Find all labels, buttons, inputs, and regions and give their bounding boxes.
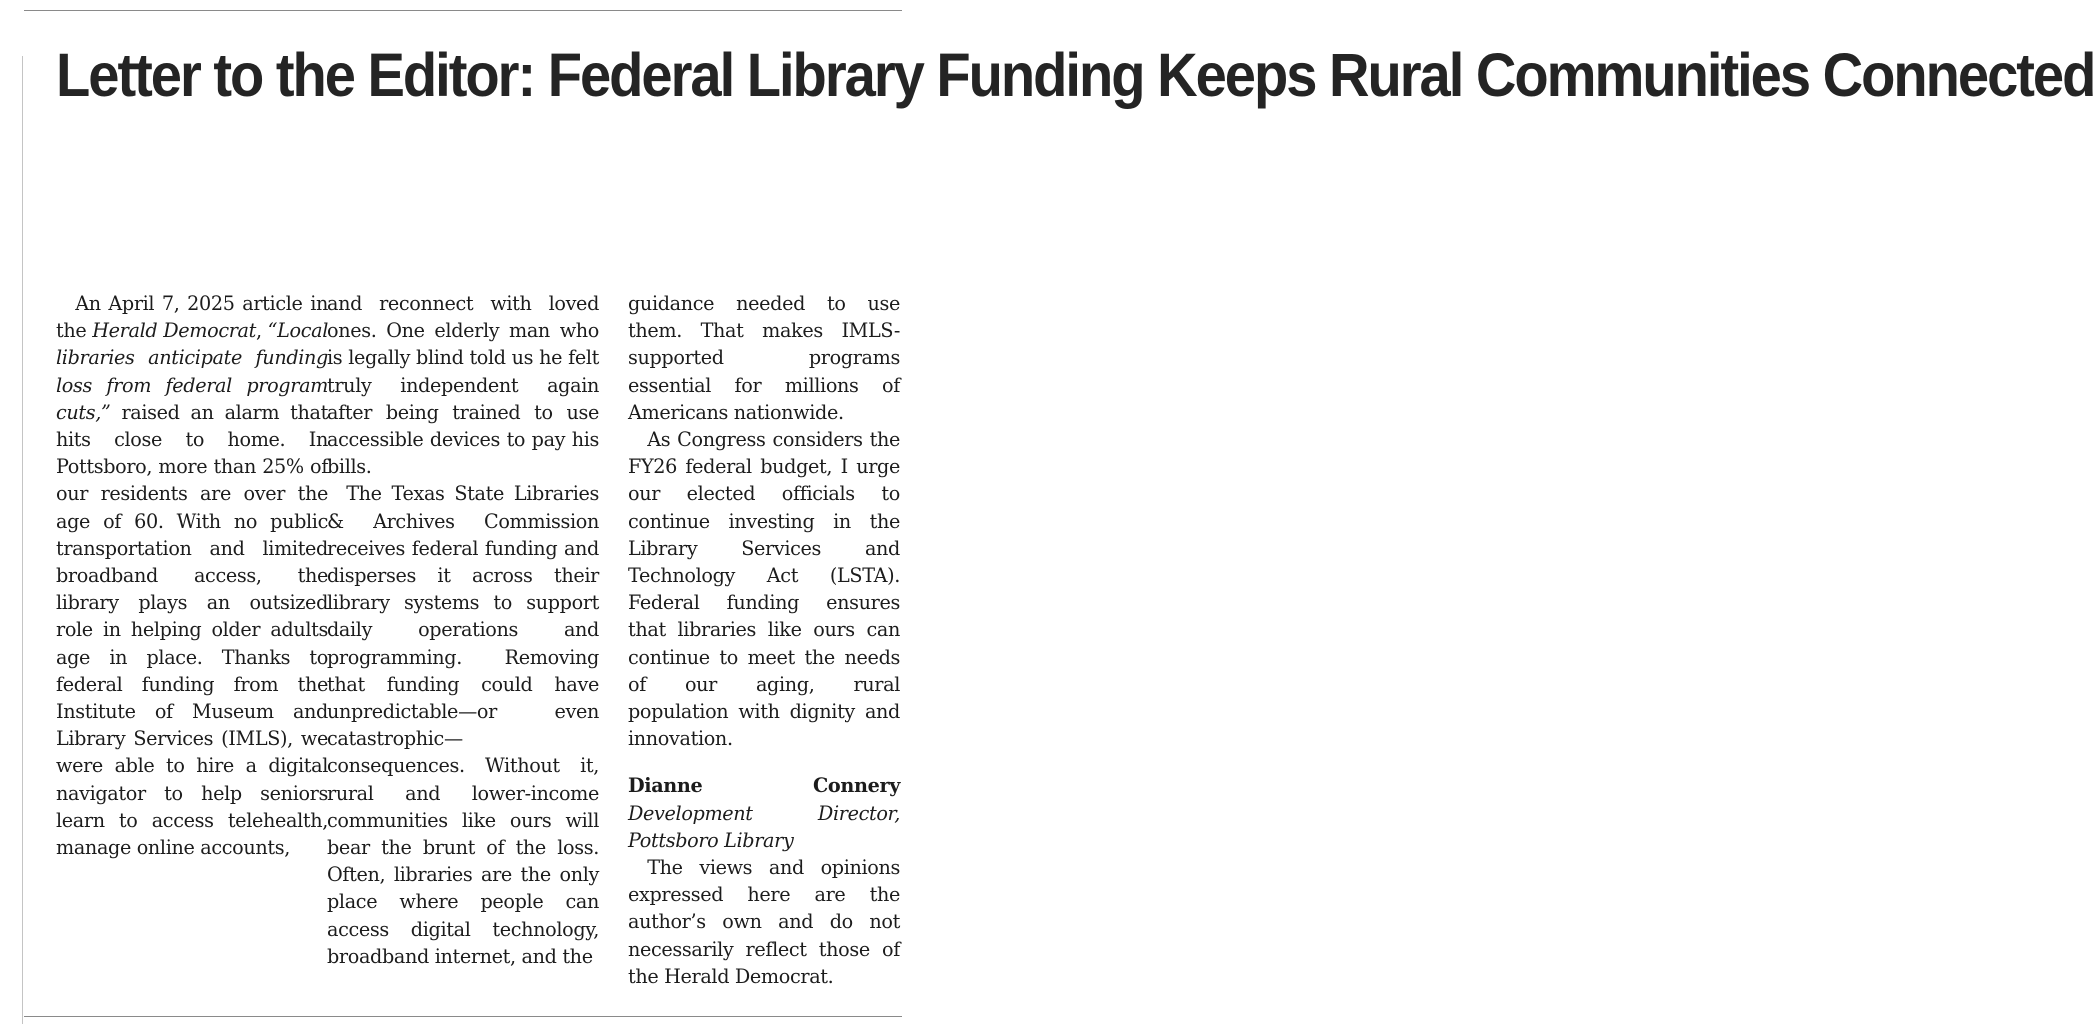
paragraph-intro (56, 290, 328, 861)
intro-text-b: , (256, 319, 268, 343)
disclaimer: The views and opinions expressed here are the author’s own and do not necessarily reflect those of the Herald Democrat. (628, 856, 900, 988)
cited-article-title: “Local libraries anticipate funding loss from federal program cuts,” (56, 319, 328, 424)
intro-text-c: raised an alarm that hits close to home. In Pottsboro, more than 25% of our residents are over the age of 60. With no public transportation and limited broadband access, the library plays an outsized role in helping older adults age in place. Thanks to federal funding from the Institute of Museum and Library Services (IMLS), we were able to hire a digital navigator to help seniors learn to access telehealth, manage online accounts, (56, 400, 328, 860)
paragraph-state-funding: The Texas State Libraries & Archives Commission receives federal funding and disperses it across their library systems to support daily operations and programming. Removing that funding could have unpredictable—or even catastrophic—consequences. Without it, rural and lower-income communities like ours will bear the brunt of the loss. Often, libraries are the only place where people can access digital technology, broadband internet, and the (327, 482, 599, 968)
headline: Letter to the Editor: Federal Library Funding Keeps Rural Communities Connected (56, 41, 2094, 109)
paragraph-call-to-action: As Congress considers the FY26 federal budget, I urge our elected officials to continue investing in the Library Services and Technology Act (LSTA). Federal funding ensures that libraries like ours can continue to meet the needs of our aging, rural population with dignity and innovation. (628, 428, 900, 751)
publication-name: Herald Democrat (92, 319, 256, 343)
author-title: Development Director, (628, 801, 900, 825)
author-name: Dianne Connery (628, 774, 900, 798)
article-column-1 (56, 290, 328, 861)
signature-block (628, 772, 900, 854)
top-rule (24, 10, 902, 11)
bottom-rule (24, 1016, 902, 1017)
article-column-3 (628, 290, 900, 990)
left-rule (22, 56, 23, 1024)
intro-text-a: An April 7, 2025 article in the (56, 292, 328, 343)
article-column-2 (327, 290, 599, 970)
paragraph-intro-continued: and reconnect with loved ones. One elderly man who is legally blind told us he felt truly independent again after being trained to use accessible devices to pay his bills. (327, 292, 599, 479)
author-organization: Pottsboro Library (628, 828, 794, 852)
paragraph-state-funding-continued: guidance needed to use them. That makes IMLS-supported programs essential for millions of Americans nationwide. (628, 292, 900, 424)
